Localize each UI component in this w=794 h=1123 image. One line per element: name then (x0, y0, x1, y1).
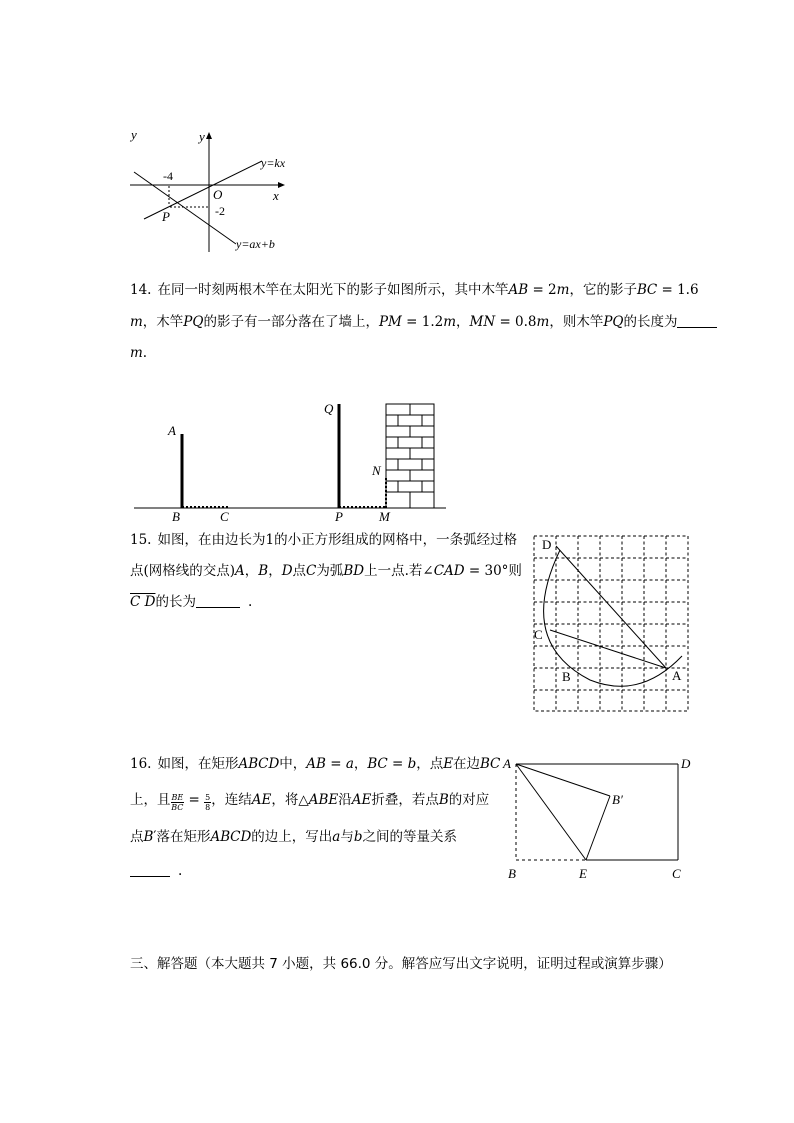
tick-neg4: -4 (163, 169, 173, 183)
q13-graph-figure (126, 128, 300, 258)
y-axis-arrow (206, 132, 212, 139)
q16-text-3: 点𝐵′落在矩形𝐴𝐵𝐶𝐷的边上，写出𝑎与𝑏之间的等量关系 (130, 829, 457, 845)
q16-rectangle-figure (498, 752, 698, 884)
point-p-label: P (162, 209, 170, 224)
x-axis-label: x (273, 188, 279, 203)
label-n: N (372, 463, 381, 478)
q15-line-2 (130, 562, 522, 580)
equals-sign: = (184, 792, 205, 808)
label-e: E (579, 866, 587, 881)
q15-period: . (247, 594, 253, 610)
segment-b-prime-e (586, 796, 610, 860)
label-c: C (220, 509, 229, 524)
label-d: D (681, 756, 691, 771)
q14-poles-figure (130, 398, 450, 524)
line-axb-label: y=ax+b (236, 237, 275, 251)
q14-text-3: 𝑚. (130, 345, 148, 361)
arc-bd (544, 550, 682, 686)
q16-text-1: 如图，在矩形𝐴𝐵𝐶𝐷中，𝐴𝐵 = 𝑎，𝐵𝐶 = 𝑏，点𝐸在边𝐵𝐶 (157, 756, 501, 772)
q15-text-2: 点(网格线的交点)𝐴，𝐵，𝐷点𝐶为弧𝐵𝐷上一点.若∠𝐶𝐴𝐷 = 30°则 (130, 563, 522, 579)
q15-line-1 (130, 531, 517, 549)
q16-period: . (178, 863, 183, 879)
q15-line-3 (130, 593, 252, 611)
fold-ae (516, 764, 586, 860)
label-m: M (379, 509, 390, 524)
label-q: Q (324, 401, 334, 416)
q15-text-3: 的长为 (155, 594, 196, 610)
label-c: C (672, 866, 681, 881)
label-a: A (168, 423, 176, 438)
q16-text-2a: 上，且 (130, 792, 171, 808)
q14-text-2: 𝑚，木竿𝑃𝑄的影子有一部分落在了墙上，𝑃𝑀 = 1.2𝑚，𝑀𝑁 = 0.8𝑚，则木竿𝑃𝑄的长度为 (130, 314, 678, 330)
brick-wall (386, 404, 434, 508)
q14-line-2 (130, 313, 717, 331)
q16-line-1 (130, 755, 500, 773)
q14-answer-blank (677, 313, 717, 328)
section-heading: 三、解答题（本大题共 7 小题，共 66.0 分。解答应写出文字说明，证明过程或演算步骤） (130, 956, 672, 972)
x-axis-arrow (278, 182, 285, 188)
fraction-be-bc: $\frac{BE}{BC}$ (171, 793, 184, 812)
q14-text-1: 在同一时刻两根木竿在太阳光下的影子如图所示，其中木竿𝐴𝐵 = 2𝑚，它的影子𝐵𝐶 = 1.6 (157, 282, 699, 298)
q15-number: 15. (130, 532, 152, 548)
fraction-5-8: $\frac{5}{8}$ (205, 793, 211, 812)
q15-answer-blank (196, 593, 240, 608)
q15-text-1: 如图，在由边长为1的小正方形组成的网格中，一条弧经过格 (157, 532, 518, 548)
q16-line-2 (130, 791, 489, 812)
label-b: B (508, 866, 516, 881)
dashed-grid (534, 536, 688, 711)
q16-line-4 (130, 862, 182, 880)
q15-grid-figure (530, 532, 694, 714)
origin-label: O (213, 187, 223, 202)
line-kx-label: y=kx (261, 156, 286, 170)
y-axis-label: y (131, 128, 137, 142)
label-c: C (534, 627, 543, 642)
q16-number: 16. (130, 756, 152, 772)
y-axis-label: y (199, 129, 205, 144)
q14-line-1 (130, 281, 699, 299)
q16-answer-blank (130, 862, 170, 877)
label-b: B (562, 669, 571, 684)
q16-text-2b: ，连结𝐴𝐸，将△𝐴𝐵𝐸沿𝐴𝐸折叠，若点𝐵的对应 (211, 792, 490, 808)
label-b-prime: B′ (612, 792, 623, 807)
q15-arc-cd: 𝐶 𝐷 (130, 594, 156, 610)
q14-number: 14. (130, 282, 152, 298)
q16-line-3 (130, 828, 457, 846)
tick-neg2: -2 (215, 204, 225, 218)
label-p: P (335, 509, 343, 524)
q14-line-3 (130, 344, 147, 362)
label-b: B (172, 509, 180, 524)
label-d: D (542, 537, 552, 552)
label-a: A (503, 756, 511, 771)
segment-ab-prime (516, 764, 610, 796)
label-a: A (672, 668, 682, 683)
